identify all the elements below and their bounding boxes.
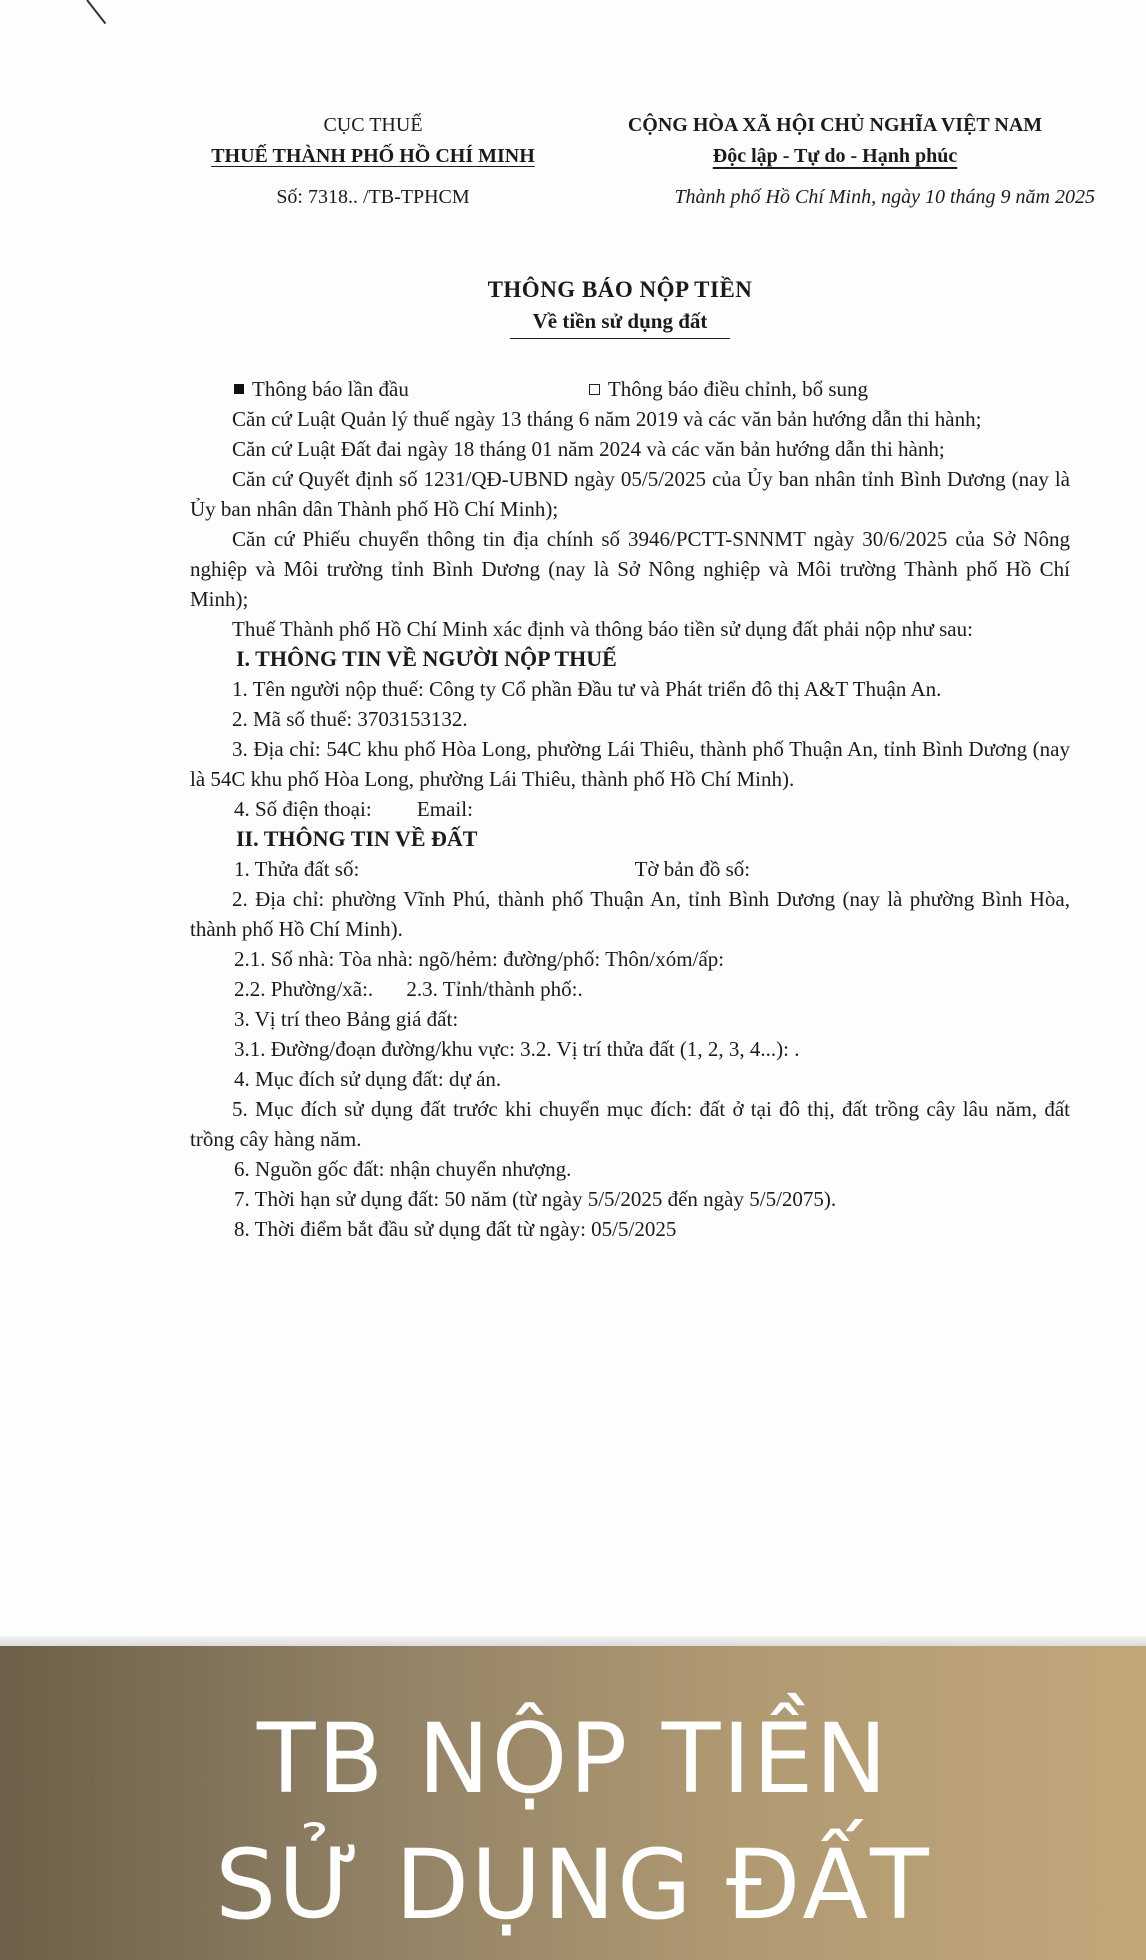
title-underline bbox=[510, 338, 730, 339]
place-date: Thành phố Hồ Chí Minh, ngày 10 tháng 9 năm 2025 bbox=[674, 186, 1095, 208]
land-item: 3. Vị trí theo Bảng giá đất: bbox=[234, 1007, 459, 1031]
banner-line-1: TB NỘP TIỀN bbox=[256, 1703, 890, 1815]
preamble-paragraph: Thuế Thành phố Hồ Chí Minh xác định và thông báo tiền sử dụng đất phải nộp như sau: bbox=[232, 617, 973, 641]
province-label: 2.3. Tỉnh/thành phố:. bbox=[406, 977, 583, 1001]
page-edge bbox=[0, 1636, 1146, 1646]
section-2-heading: II. THÔNG TIN VỀ ĐẤT bbox=[236, 826, 478, 851]
checked-box-icon bbox=[234, 384, 244, 394]
taxpayer-address: 3. Địa chỉ: 54C khu phố Hòa Long, phường Lái Thiêu, thành phố Thuận An, tỉnh Bình Dương (nay là 54C khu phố Hòa Long, phường Lái Thiêu, thành phố Hồ Chí Minh). bbox=[190, 737, 1070, 791]
section-1-heading: I. THÔNG TIN VỀ NGƯỜI NỘP THUẾ bbox=[236, 646, 617, 671]
unchecked-box-icon bbox=[589, 384, 600, 395]
national-motto: Độc lập - Tự do - Hạnh phúc bbox=[712, 145, 958, 167]
document-body bbox=[190, 374, 1070, 1244]
preamble-paragraph: Căn cứ Luật Quản lý thuế ngày 13 tháng 6 năm 2019 và các văn bản hướng dẫn thi hành; bbox=[232, 407, 982, 431]
map-sheet-label: Tờ bản đồ số: bbox=[634, 857, 751, 881]
taxpayer-name: 1. Tên người nộp thuế: Công ty Cổ phần Đầu tư và Phát triển đô thị A&T Thuận An. bbox=[232, 677, 942, 701]
scan-mark bbox=[86, 0, 106, 24]
document-title-block bbox=[300, 274, 940, 339]
department-name: THUẾ THÀNH PHỐ HỒ CHÍ MINH bbox=[211, 145, 535, 167]
adjust-notice-label: Thông báo điều chỉnh, bổ sung bbox=[607, 377, 869, 401]
house-number-line: 2.1. Số nhà: Tòa nhà: ngõ/hẻm: đường/phố: Thôn/xóm/ấp: bbox=[234, 947, 725, 971]
land-item: 5. Mục đích sử dụng đất trước khi chuyển mục đích: đất ở tại đô thị, đất trồng cây lâu năm, đất trồng cây hàng năm. bbox=[190, 1097, 1070, 1151]
first-notice-label: Thông báo lần đầu bbox=[252, 377, 409, 401]
land-item: 8. Thời điểm bắt đầu sử dụng đất từ ngày: 05/5/2025 bbox=[234, 1217, 677, 1241]
nation-name: CỘNG HÒA XÃ HỘI CHỦ NGHĨA VIỆT NAM bbox=[627, 114, 1043, 136]
tax-code: 2. Mã số thuế: 3703153132. bbox=[232, 707, 468, 731]
land-item: 3.1. Đường/đoạn đường/khu vực: 3.2. Vị trí thửa đất (1, 2, 3, 4...): . bbox=[234, 1037, 800, 1061]
document-subtitle: Về tiền sử dụng đất bbox=[532, 309, 708, 333]
ward-province-line bbox=[190, 974, 1070, 1004]
notice-type-row bbox=[234, 374, 1070, 404]
agency-name: CỤC THUẾ bbox=[323, 114, 423, 136]
parcel-line bbox=[190, 854, 1070, 884]
document-title: THÔNG BÁO NỘP TIỀN bbox=[487, 277, 753, 302]
adjust-notice-option bbox=[589, 374, 868, 404]
email-label: Email: bbox=[416, 797, 473, 821]
caption-banner bbox=[0, 1646, 1146, 1960]
preamble-paragraph: Căn cứ Phiếu chuyển thông tin địa chính số 3946/PCTT-SNNMT ngày 30/6/2025 của Sở Nông nghiệp và Môi trường tỉnh Bình Dương (nay là Sở Nông nghiệp và Môi trường Thành phố Hồ Chí Minh); bbox=[190, 527, 1070, 611]
banner-line-2: SỬ DỤNG ĐẤT bbox=[215, 1829, 931, 1941]
first-notice-option bbox=[234, 374, 409, 404]
parcel-label: 1. Thửa đất số: bbox=[234, 857, 360, 881]
preamble-paragraph: Căn cứ Luật Đất đai ngày 18 tháng 01 năm 2024 và các văn bản hướng dẫn thi hành; bbox=[232, 437, 945, 461]
land-item: 7. Thời hạn sử dụng đất: 50 năm (từ ngày 5/5/2025 đến ngày 5/5/2075). bbox=[234, 1187, 837, 1211]
phone-label: 4. Số điện thoại: bbox=[234, 797, 372, 821]
land-address: 2. Địa chỉ: phường Vĩnh Phú, thành phố Thuận An, tỉnh Bình Dương (nay là phường Bình Hòa, thành phố Hồ Chí Minh). bbox=[190, 887, 1070, 941]
issuer-header bbox=[168, 110, 578, 213]
land-item: 4. Mục đích sử dụng đất: dự án. bbox=[234, 1067, 502, 1091]
national-header bbox=[585, 110, 1095, 213]
document-number: Số: 7318.. /TB-TPHCM bbox=[276, 186, 470, 208]
land-item: 6. Nguồn gốc đất: nhận chuyển nhượng. bbox=[234, 1157, 572, 1181]
ward-label: 2.2. Phường/xã:. bbox=[234, 977, 374, 1001]
contact-line bbox=[190, 794, 1070, 824]
preamble-paragraph: Căn cứ Quyết định số 1231/QĐ-UBND ngày 05/5/2025 của Ủy ban nhân tỉnh Bình Dương (nay là Ủy ban nhân dân Thành phố Hồ Chí Minh); bbox=[190, 467, 1070, 521]
